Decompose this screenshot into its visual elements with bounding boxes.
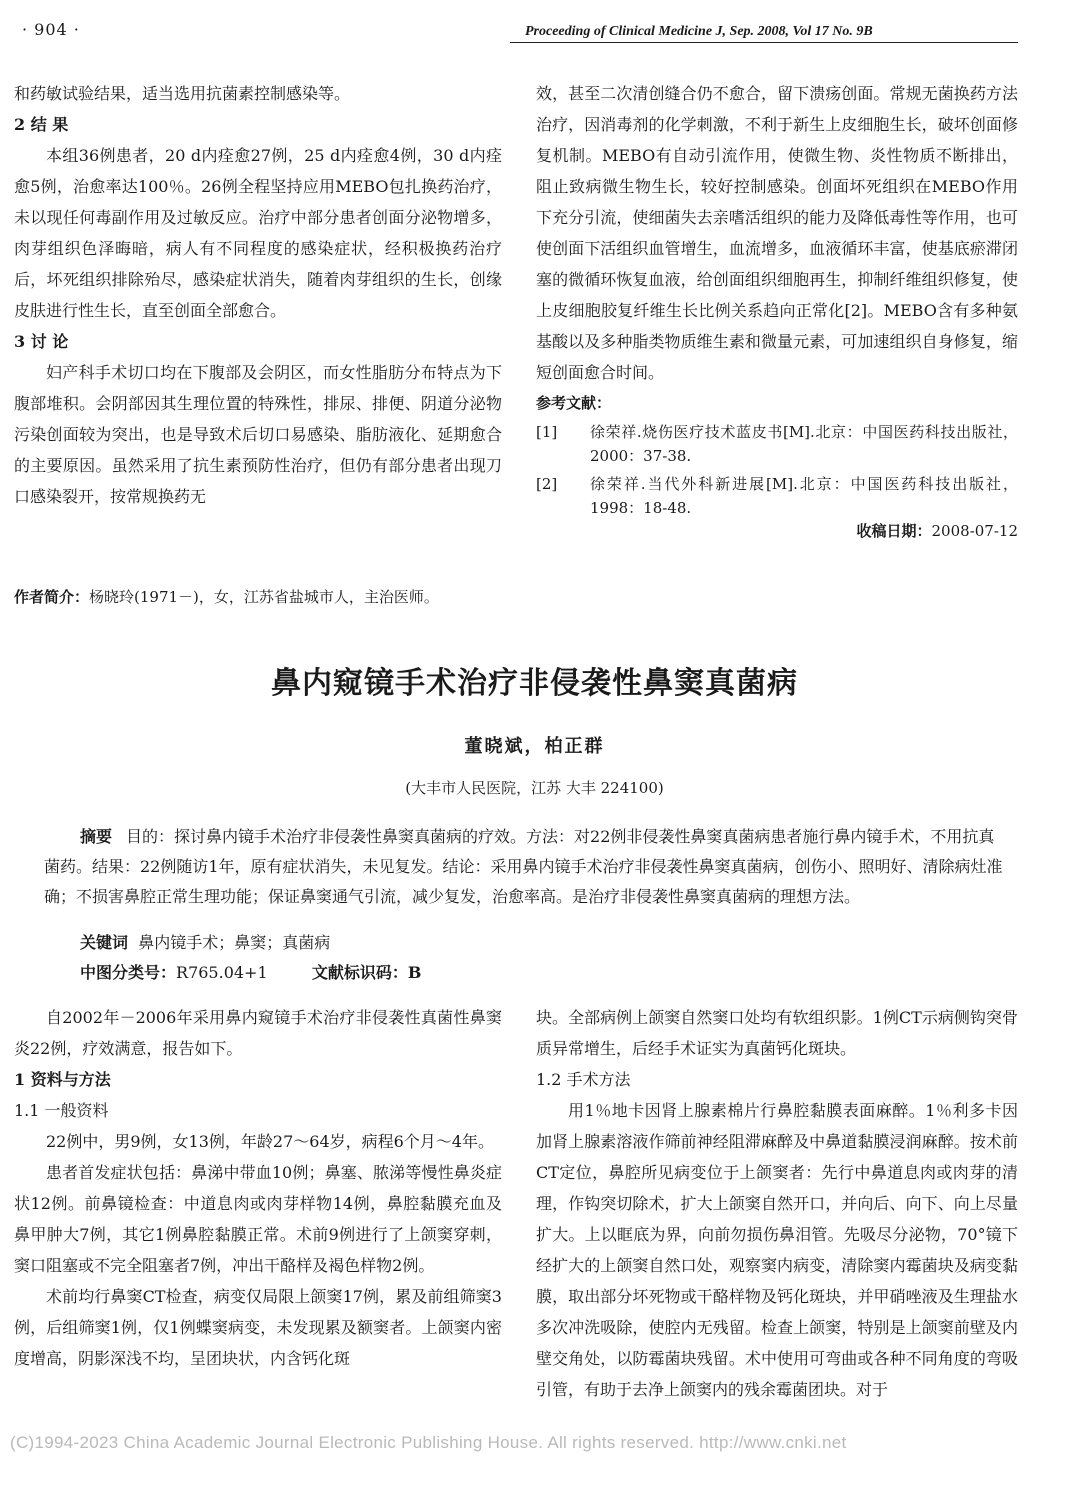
prev-right-p1: 效，甚至二次清创缝合仍不愈合，留下溃疡创面。常规无菌换药方法治疗，因消毒剂的化学刺激，不利于新生上皮细胞生长，破坏创面修复机制。MEBO有自动引流作用，使微生物、炎性物质不断排出，阻止致病微生物生长，较好控制感染。创面坏死组织在MEBO作用下充分引流，使细菌失去亲嗜活组织的能力及降低毒性等作用，也可使创面下活组织血管增生，血流增多，血液循环丰富，使基底瘀滞闭塞的微循环恢复血液，给创面组织细胞再生，抑制纤维组织修复，使上皮细胞胶复纤维生长比例关系趋向正常化[2]。MEBO含有多种氨基酸以及多种脂类物质维生素和微量元素，可加速组织自身修复，缩短创面愈合时间。: [536, 84, 1018, 382]
classification: [80, 960, 421, 983]
keywords-text: 鼻内镜手术；鼻窦；真菌病: [138, 933, 331, 952]
received-date-line: [536, 520, 1018, 542]
prev-right-column: [536, 78, 1018, 542]
reference-number: [1]: [536, 423, 558, 441]
keywords-label: 关键词: [80, 933, 129, 952]
article-left-column: [14, 1002, 502, 1374]
bio-label: 作者简介：: [14, 588, 90, 606]
clc-code: R765.04+1: [176, 963, 268, 982]
keywords: [80, 930, 330, 953]
copyright-footer: (C)1994-2023 China Academic Journal Electronic Publishing House. All rights reserved. http://www.cnki.net: [10, 1433, 847, 1452]
abstract-label: 摘要: [80, 827, 113, 846]
article-affiliation: (大丰市人民医院，江苏 大丰 224100): [405, 779, 664, 797]
subsection-heading-surgery: 1.2 手术方法: [536, 1070, 631, 1089]
prev-left-column: [14, 78, 502, 512]
article-intro: 自2002年－2006年采用鼻内窥镜手术治疗非侵袭性真菌性鼻窦炎22例，疗效满意，报告如下。: [14, 1008, 502, 1058]
received-date: 2008-07-12: [931, 522, 1018, 540]
article-left-p2: 患者首发症状包括：鼻涕中带血10例；鼻塞、脓涕等慢性鼻炎症状12例。前鼻镜检查：中道息肉或肉芽样物14例，鼻腔黏膜充血及鼻甲肿大7例，其它1例鼻腔黏膜正常。术前9例进行了上颌窦穿刺，窦口阻塞或不完全阻塞者7例，冲出干酪样及褐色样物2例。: [14, 1163, 502, 1275]
abstract: [44, 822, 1004, 912]
subsection-heading-general: 1.1 一般资料: [14, 1101, 109, 1120]
prev-left-p2: 本组36例患者，20 d内痊愈27例，25 d内痊愈4例，30 d内痊愈5例，治愈率达100％。26例全程坚持应用MEBO包扎换药治疗，未以现任何毒副作用及过敏反应。治疗中部分患者创面分泌物增多，肉芽组织色泽晦暗，病人有不同程度的感染症状，经积极换药治疗后，坏死组织排除殆尽，感染症状消失，随着肉芽组织的生长，创缘皮肤进行性生长，直至创面全部愈合。: [14, 146, 502, 320]
article-authors: 董晓斌，柏正群: [464, 736, 605, 757]
journal-header: Proceeding of Clinical Medicine J, Sep. 2008, Vol 17 No. 9B: [525, 24, 873, 39]
bio-text: 杨晓玲(1971－)，女，江苏省盐城市人，主治医师。: [89, 588, 439, 606]
reference-text: 徐荣祥.当代外科新进展[M].北京：中国医药科技出版社，1998：18-48.: [590, 475, 1018, 517]
article-left-p3: 术前均行鼻窦CT检查，病变仅局限上颌窦17例，累及前组筛窦3例，后组筛窦1例，仅1例蝶窦病变，未发现累及额窦者。上颌窦内密度增高，阴影深浅不均，呈团块状，内含钙化斑: [14, 1287, 502, 1368]
section-heading-discussion: 3 讨 论: [14, 332, 69, 351]
received-label: 收稿日期：: [856, 522, 932, 540]
header-rule: [510, 42, 1018, 43]
prev-left-p3: 妇产科手术切口均在下腹部及会阴区，而女性脂肪分布特点为下腹部堆积。会阴部因其生理位置的特殊性，排尿、排便、阴道分泌物污染创面较为突出，也是导致术后切口易感染、脂肪液化、延期愈合的主要原因。虽然采用了抗生素预防性治疗，但仍有部分患者出现刀口感染裂开，按常规换药无: [14, 363, 502, 506]
clc-label: 中图分类号：: [80, 963, 177, 982]
reference-text: 徐荣祥.烧伤医疗技术蓝皮书[M].北京：中国医药科技出版社，2000：37-38.: [590, 423, 1018, 465]
article-right-p1: 用1％地卡因肾上腺素棉片行鼻腔黏膜表面麻醉。1％利多卡因加肾上腺素溶液作筛前神经阻滞麻醉及中鼻道黏膜浸润麻醉。按术前CT定位，鼻腔所见病变位于上颌窦者：先行中鼻道息肉或肉芽的清理，作钩突切除术，扩大上颌窦自然开口，并向后、向下、向上尽量扩大。上以眶底为界，向前勿损伤鼻泪管。先吸尽分泌物，70°镜下经扩大的上颌窦自然口处，观察窦内病变，清除窦内霉菌块及病变黏膜，取出部分坏死物或干酪样物及钙化斑块，并甲硝唑液及生理盐水多次冲洗吸除，使腔内无残留。检查上颌窦，特别是上颌窦前壁及内壁交角处，以防霉菌块残留。术中使用可弯曲或各种不同角度的弯吸引管，有助于去净上颌窦内的残余霉菌团块。对于: [536, 1101, 1018, 1399]
article-title: 鼻内窥镜手术治疗非侵袭性鼻窦真菌病: [271, 666, 798, 701]
section-heading-results: 2 结 果: [14, 115, 69, 134]
references-heading: 参考文献：: [536, 394, 612, 412]
prev-left-p1: 和药敏试验结果，适当选用抗菌素控制感染等。: [14, 84, 351, 103]
reference-number: [2]: [536, 475, 558, 493]
article-right-p0: 块。全部病例上颌窦自然窦口处均有软组织影。1例CT示病侧钩突骨质异常增生，后经手术证实为真菌钙化斑块。: [536, 1008, 1018, 1058]
article-right-column: [536, 1002, 1018, 1405]
reference-item: [536, 472, 1018, 520]
section-heading-methods: 1 资料与方法: [14, 1070, 111, 1089]
article-left-p1: 22例中，男9例，女13例，年龄27～64岁，病程6个月～4年。: [46, 1132, 494, 1151]
doc-code: B: [407, 963, 422, 982]
reference-item: [536, 420, 1018, 468]
abstract-text: 目的：探讨鼻内镜手术治疗非侵袭性鼻窦真菌病的疗效。方法：对22例非侵袭性鼻窦真菌病患者施行鼻内镜手术，不用抗真菌药。结果：22例随访1年，原有症状消失，未见复发。结论：采用鼻内镜手术治疗非侵袭性鼻窦真菌病，创伤小、照明好、清除病灶准确；不损害鼻腔正常生理功能；保证鼻窦通气引流，减少复发，治愈率高。是治疗非侵袭性鼻窦真菌病的理想方法。: [44, 827, 1003, 906]
doc-code-label: 文献标识码：: [311, 963, 408, 982]
page-number: · 904 ·: [22, 20, 80, 39]
author-bio: [14, 586, 439, 607]
